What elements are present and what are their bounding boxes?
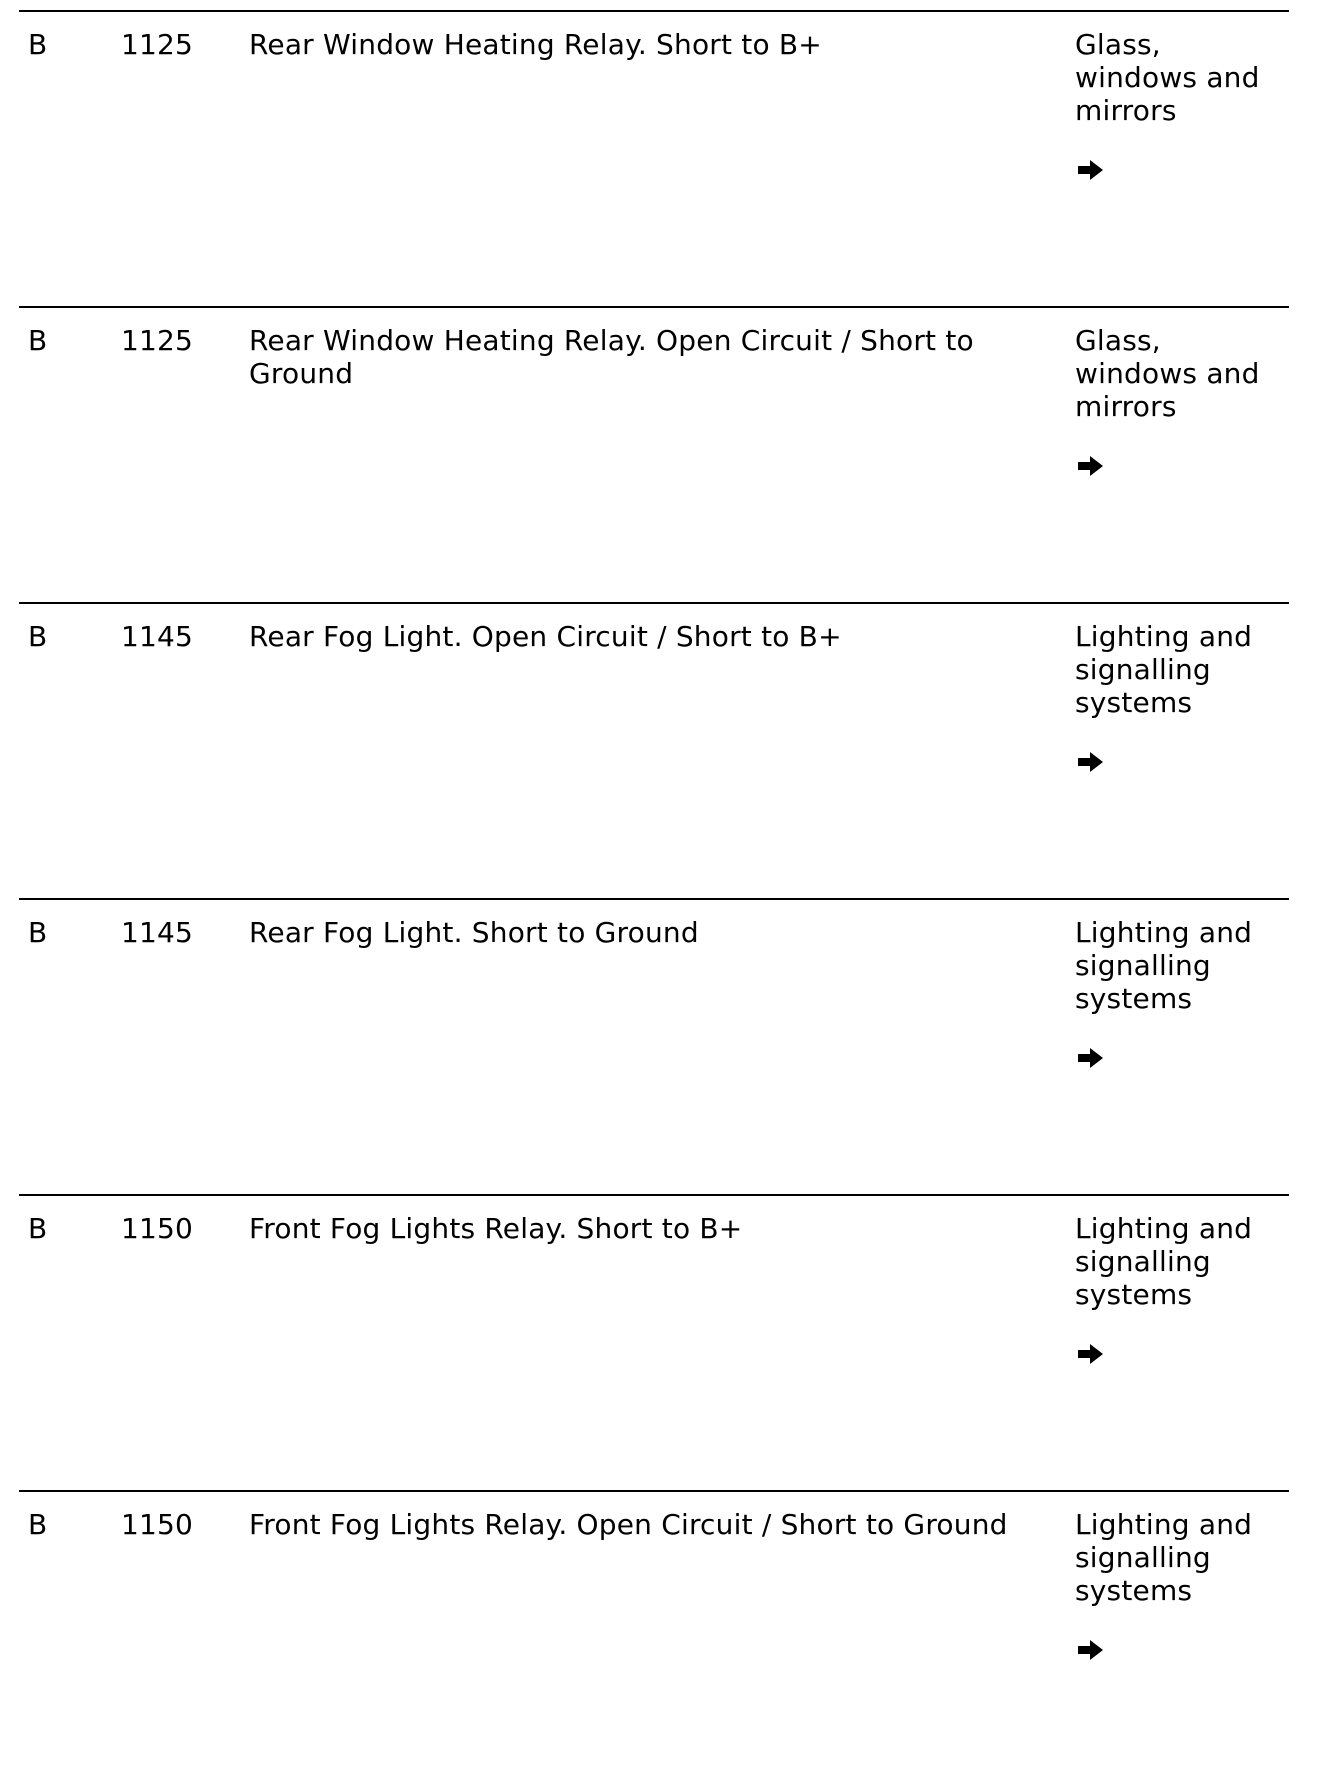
system-category: Glass, windows and mirrors	[1075, 28, 1260, 127]
system-category: Lighting and signalling systems	[1075, 620, 1253, 719]
fault-code: 1150	[121, 1508, 194, 1541]
system-category: Lighting and signalling systems	[1075, 916, 1253, 1015]
fault-description: Front Fog Lights Relay. Short to B+	[249, 1212, 743, 1245]
fault-type: B	[28, 28, 48, 61]
fault-type: B	[28, 620, 48, 653]
fault-type: B	[28, 1508, 48, 1541]
arrow-right-icon[interactable]	[1077, 750, 1105, 774]
fault-description: Rear Window Heating Relay. Short to B+	[249, 28, 822, 61]
table-row	[19, 602, 1289, 898]
arrow-right-icon[interactable]	[1077, 454, 1105, 478]
fault-description: Rear Window Heating Relay. Open Circuit / Short to Ground	[249, 324, 974, 390]
fault-description: Rear Fog Light. Short to Ground	[249, 916, 699, 949]
system-category: Lighting and signalling systems	[1075, 1212, 1253, 1311]
fault-description: Rear Fog Light. Open Circuit / Short to B+	[249, 620, 842, 653]
fault-code: 1125	[121, 28, 194, 61]
table-row	[19, 1490, 1289, 1786]
fault-type: B	[28, 1212, 48, 1245]
table-row	[19, 1194, 1289, 1490]
fault-code: 1125	[121, 324, 194, 357]
fault-type: B	[28, 324, 48, 357]
table-row	[19, 10, 1289, 306]
table-row	[19, 306, 1289, 602]
fault-type: B	[28, 916, 48, 949]
fault-code: 1145	[121, 620, 194, 653]
arrow-right-icon[interactable]	[1077, 1342, 1105, 1366]
arrow-right-icon[interactable]	[1077, 1046, 1105, 1070]
fault-code-table	[19, 10, 1289, 1786]
fault-code: 1150	[121, 1212, 194, 1245]
system-category: Glass, windows and mirrors	[1075, 324, 1260, 423]
fault-code: 1145	[121, 916, 194, 949]
arrow-right-icon[interactable]	[1077, 1638, 1105, 1662]
arrow-right-icon[interactable]	[1077, 158, 1105, 182]
system-category: Lighting and signalling systems	[1075, 1508, 1253, 1607]
fault-description: Front Fog Lights Relay. Open Circuit / Short to Ground	[249, 1508, 1008, 1541]
table-row	[19, 898, 1289, 1194]
